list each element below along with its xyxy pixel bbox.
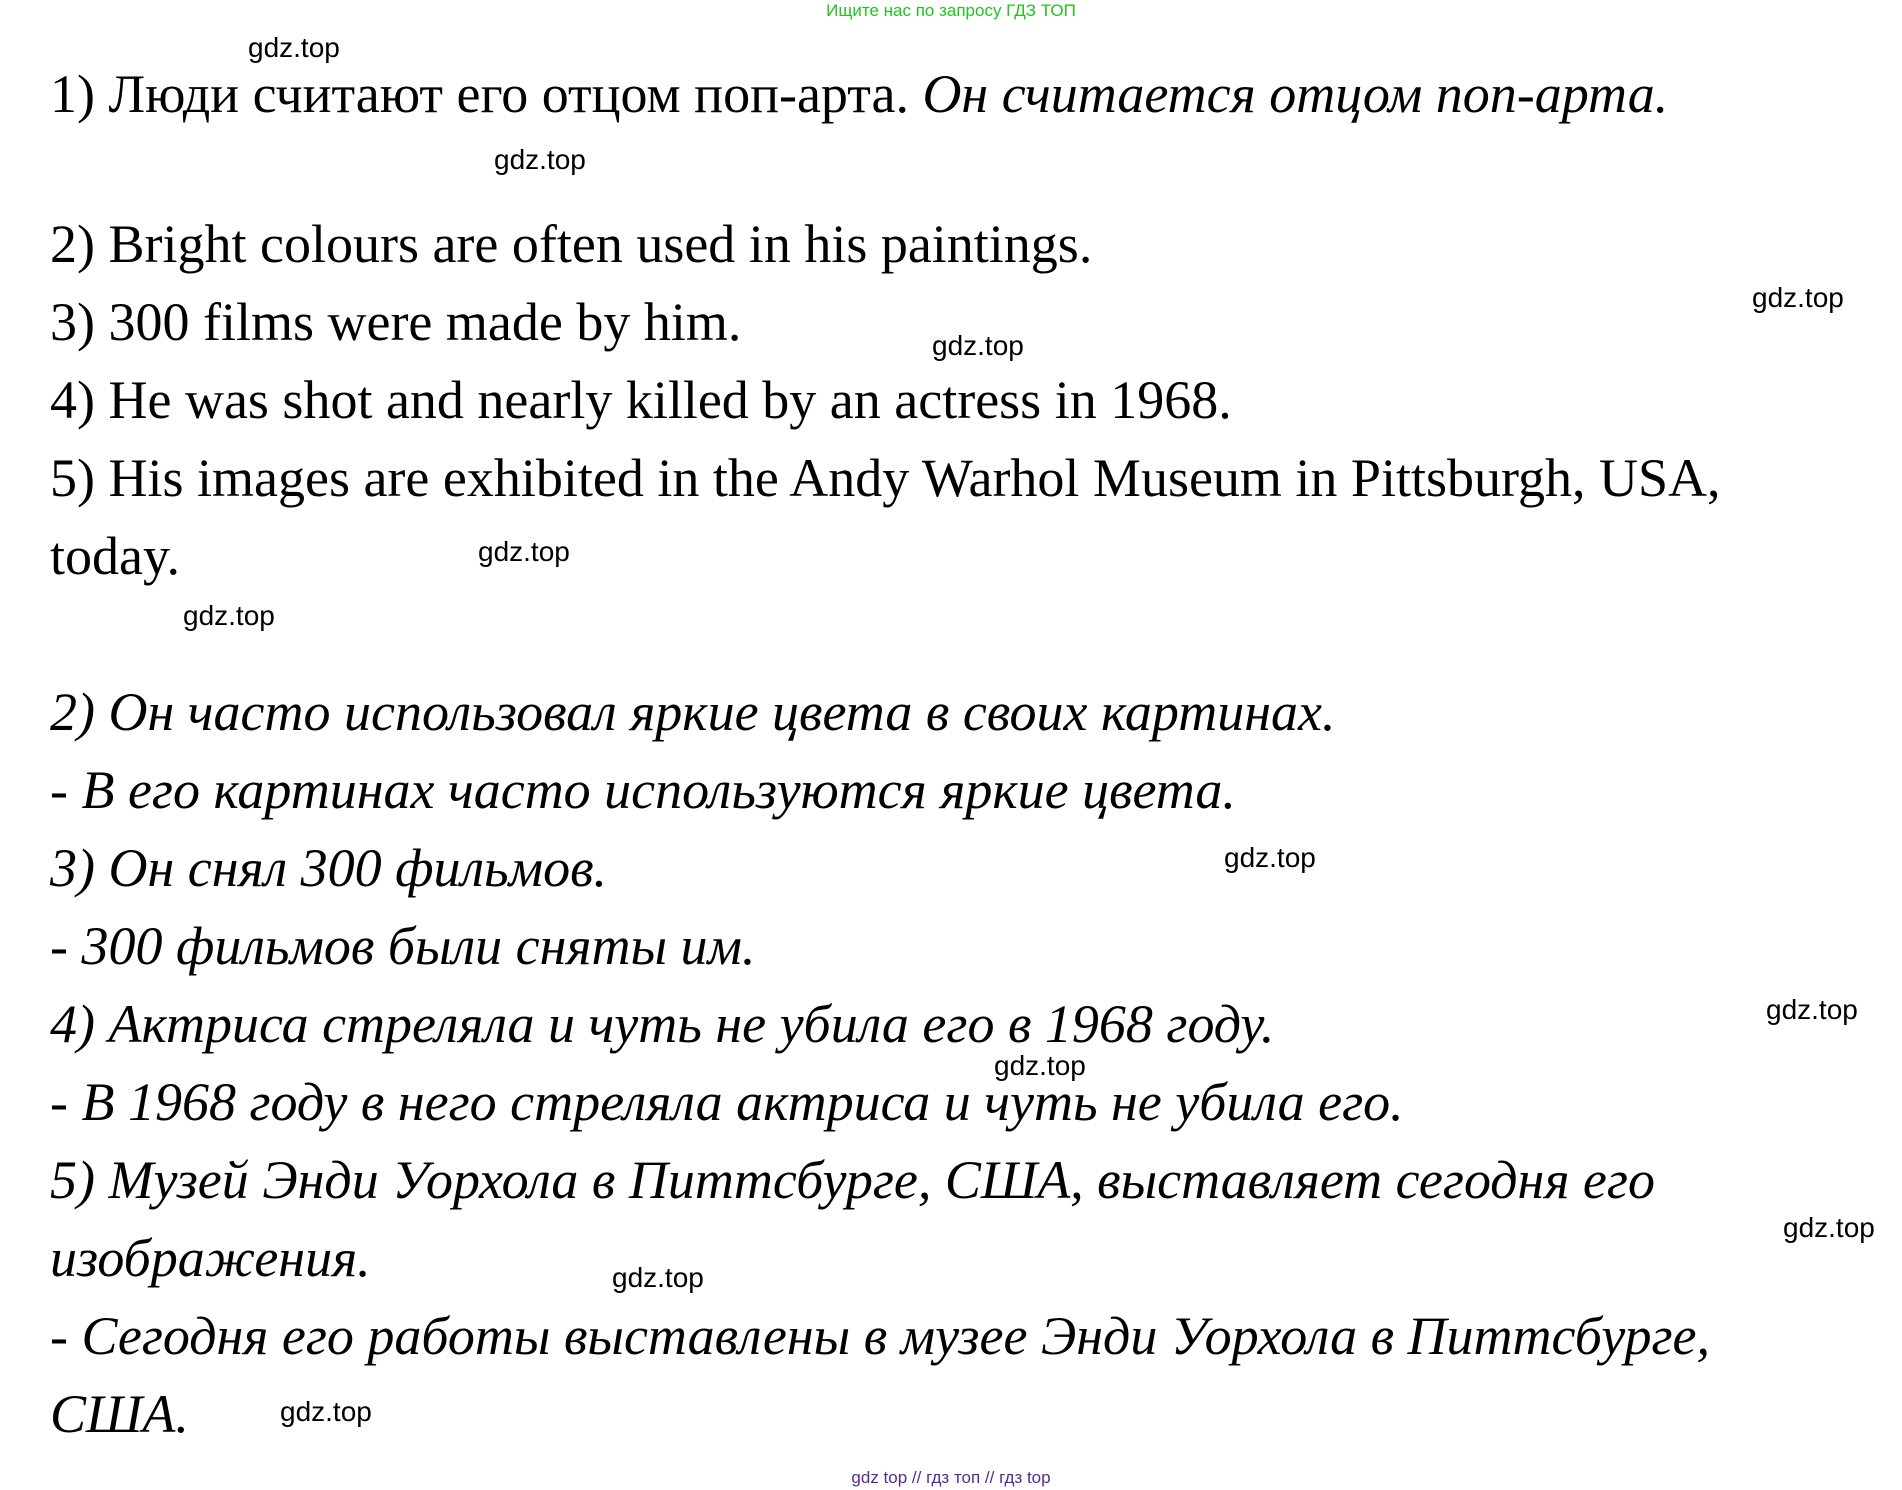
watermark: gdz.top [478, 536, 570, 567]
watermark: gdz.top [248, 32, 340, 63]
watermark: gdz.top [280, 1396, 372, 1427]
watermark: gdz.top [932, 330, 1024, 361]
watermark: gdz.top [994, 1050, 1086, 1081]
translation-5: 5) Музей Энди Уорхола в Питтсбурге, США, выставляет сегодня его [50, 1150, 1655, 1210]
watermark: gdz.top [1224, 842, 1316, 873]
footer-links[interactable]: gdz top // гдз топ // гдз top [851, 1468, 1051, 1487]
translation-5-passive-cont: США. [50, 1384, 189, 1444]
watermark: gdz.top [612, 1262, 704, 1293]
answer-line-5-english-cont: today. [50, 526, 180, 586]
answer-line-4-english: 4) He was shot and nearly killed by an actress in 1968. [50, 370, 1232, 430]
watermark: gdz.top [183, 600, 275, 631]
watermark: gdz.top [1752, 282, 1844, 313]
answer-line-5-english: 5) His images are exhibited in the Andy Warhol Museum in Pittsburgh, USA, [50, 448, 1721, 508]
translation-2-passive: - В его картинах часто используются яркие цвета. [50, 760, 1236, 820]
top-banner[interactable]: Ищите нас по запросу ГДЗ ТОП [826, 1, 1076, 20]
translation-2: 2) Он часто использовал яркие цвета в своих картинах. [50, 682, 1336, 742]
answer-line-1-russian: 1) Люди считают его отцом поп-арта. [50, 64, 923, 124]
answer-line-2-english: 2) Bright colours are often used in his paintings. [50, 214, 1093, 274]
answer-line-1-passive: Он считается отцом поп-арта. [922, 64, 1669, 124]
watermark: gdz.top [1766, 994, 1858, 1025]
translation-5-passive: - Сегодня его работы выставлены в музее Энди Уорхола в Питтсбурге, [50, 1306, 1710, 1366]
translation-3-passive: - 300 фильмов были сняты им. [50, 916, 756, 976]
translation-4: 4) Актриса стреляла и чуть не убила его в 1968 году. [50, 994, 1275, 1054]
answer-line-3-english: 3) 300 films were made by him. [50, 292, 742, 352]
watermark: gdz.top [494, 144, 586, 175]
translation-5-cont: изображения. [50, 1228, 371, 1288]
answer-line-1 [50, 62, 1668, 126]
translation-3: 3) Он снял 300 фильмов. [50, 838, 608, 898]
translation-4-passive: - В 1968 году в него стреляла актриса и чуть не убила его. [50, 1072, 1404, 1132]
watermark: gdz.top [1783, 1212, 1875, 1243]
